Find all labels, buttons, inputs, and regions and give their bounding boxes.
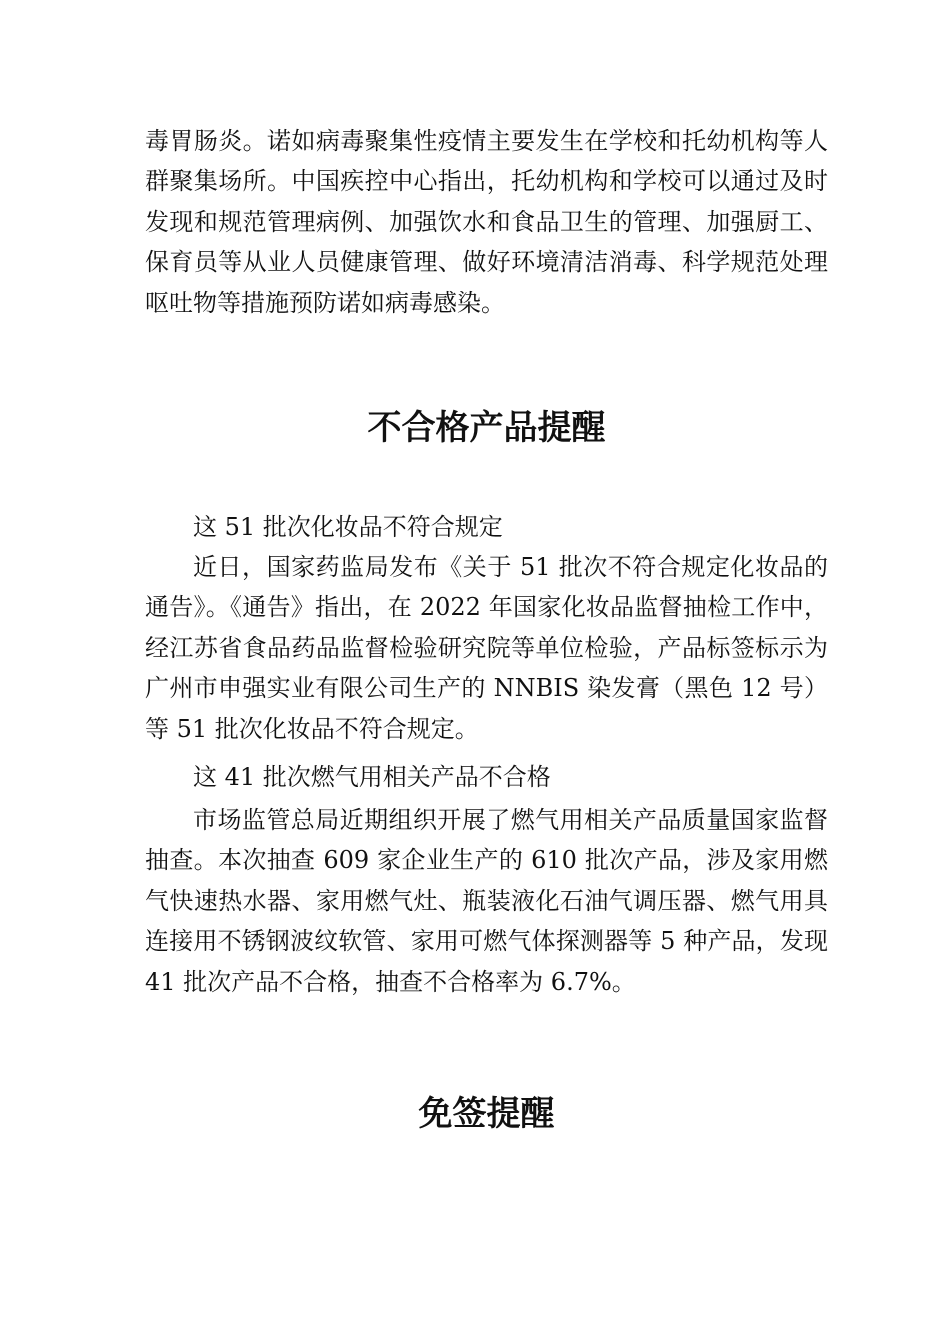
- section-title-unqualified-products: 不合格产品提醒: [367, 408, 606, 448]
- subtitle-cosmetics: 这 51 批次化妆品不符合规定: [193, 513, 503, 541]
- subtitle-gas-products: 这 41 批次燃气用相关产品不合格: [193, 763, 551, 791]
- paragraph-gas-products: 市场监管总局近期组织开展了燃气用相关产品质量国家监督抽查。本次抽查 609 家企业生产的 610 批次产品，涉及家用燃气快速热水器、家用燃气灶、瓶装液化石油气调压器、燃气用具连接用不锈钢波纹软管、家用可燃气体探测器等 5 种产品，发现 41 批次产品不合格，抽查不合格率为 6.7%。: [145, 806, 828, 996]
- section-title-visa-free: 免签提醒: [418, 1094, 555, 1134]
- paragraph-cosmetics: 近日，国家药监局发布《关于 51 批次不符合规定化妆品的通告》。《通告》指出，在 2022 年国家化妆品监督抽检工作中，经江苏省食品药品监督检验研究院等单位检验，产品标签标示为广州市申强实业有限公司生产的 NNBIS 染发膏（黑色 12 号）等 51 批次化妆品不符合规定。: [145, 553, 828, 743]
- intro-paragraph: 毒胃肠炎。诺如病毒聚集性疫情主要发生在学校和托幼机构等人群聚集场所。中国疾控中心指出，托幼机构和学校可以通过及时发现和规范管理病例、加强饮水和食品卫生的管理、加强厨工、保育员等从业人员健康管理、做好环境清洁消毒、科学规范处理呕吐物等措施预防诺如病毒感染。: [145, 127, 828, 317]
